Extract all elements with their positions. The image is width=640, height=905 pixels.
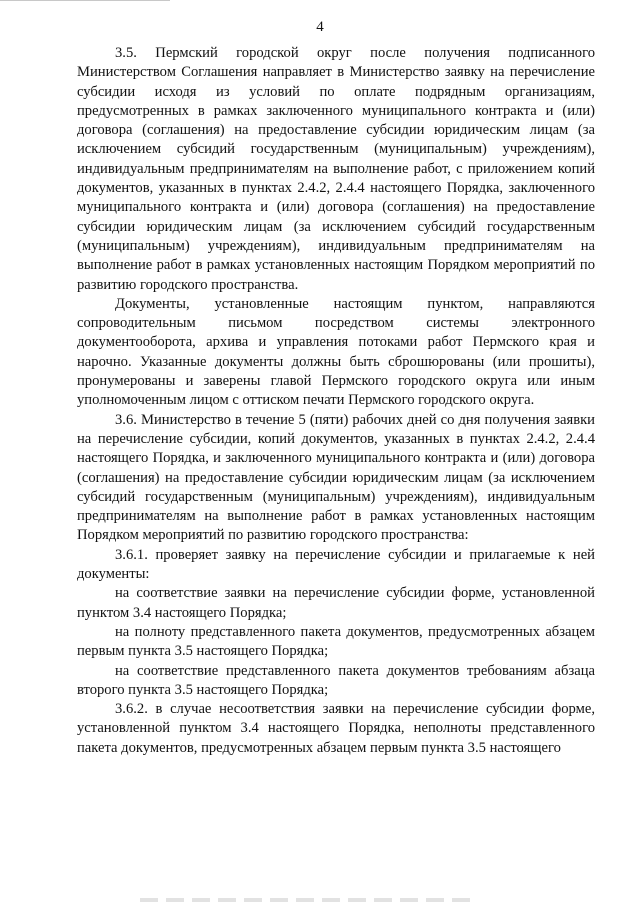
top-edge-rule	[0, 0, 170, 1]
paragraph-completeness-check: на полноту представленного пакета документов, предусмотренных абзацем первым пункта 3.5 настоящего Порядка;	[77, 623, 595, 660]
paragraph-3-5: 3.5. Пермский городской округ после получения подписанного Министерством Соглашения направляет в Министерство заявку на перечисление субсидии исходя из условий по оплате подрядным организациям, предусмотренных в рамках заключенного муниципального контракта и (или) договора (соглашения) на предоставление субсидии юридическим лицам (за исключением субсидий государственным (муниципальным) учреждениям), индивидуальным предпринимателям на выполнение работ, с приложением копий документов, указанных в пунктах 2.4.2, 2.4.4 настоящего Порядка, заключенного муниципального контракта и (или) договора (соглашения) на предоставление субсидии юридическим лицам (за исключением субсидий государственным (муниципальным) учреждениям), индивидуальным предпринимателям на выполнение работ в рамках установленных настоящим Порядком мероприятий по развитию городского пространства.	[77, 45, 595, 293]
paragraph-form-check: на соответствие заявки на перечисление субсидии форме, установленной пунктом 3.4 настоящего Порядка;	[77, 585, 595, 621]
document-body	[77, 44, 595, 758]
paragraph-requirements-check: на соответствие представленного пакета документов требованиям абзаца второго пункта 3.5 настоящего Порядка;	[77, 662, 595, 698]
paragraph-3-6: 3.6. Министерство в течение 5 (пяти) рабочих дней со дня получения заявки на перечисление субсидии, копий документов, указанных в пунктах 2.4.2, 2.4.4 настоящего Порядка, и заключенного муниципального контракта и (или) договора (соглашения) на предоставление субсидии юридическим лицам (за исключением субсидий государственным (муниципальным) учреждениям), индивидуальным предпринимателям на выполнение работ в рамках установленных настоящим Порядком мероприятий по развитию городского пространства:	[77, 411, 595, 544]
paragraph-3-6-2: 3.6.2. в случае несоответствия заявки на перечисление субсидии форме, установленной пунктом 3.4 настоящего Порядка, неполноты представленного пакета документов, предусмотренных абзацем первым пункта 3.5 настоящего	[77, 701, 595, 756]
paragraph-documents: Документы, установленные настоящим пунктом, направляются сопроводительным письмом посредством системы электронного документооборота, архива и управления потоками работ Пермского края и нарочно. Указанные документы должны быть сброшюрованы (или прошиты), пронумерованы и заверены главой Пермского городского округа или иным уполномоченным лицом с оттиском печати Пермского городского округа.	[77, 295, 595, 409]
bottom-scan-artifact	[140, 898, 470, 902]
paragraph-3-6-1: 3.6.1. проверяет заявку на перечисление субсидии и прилагаемые к ней документы:	[77, 546, 595, 583]
page-number: 4	[316, 19, 324, 35]
